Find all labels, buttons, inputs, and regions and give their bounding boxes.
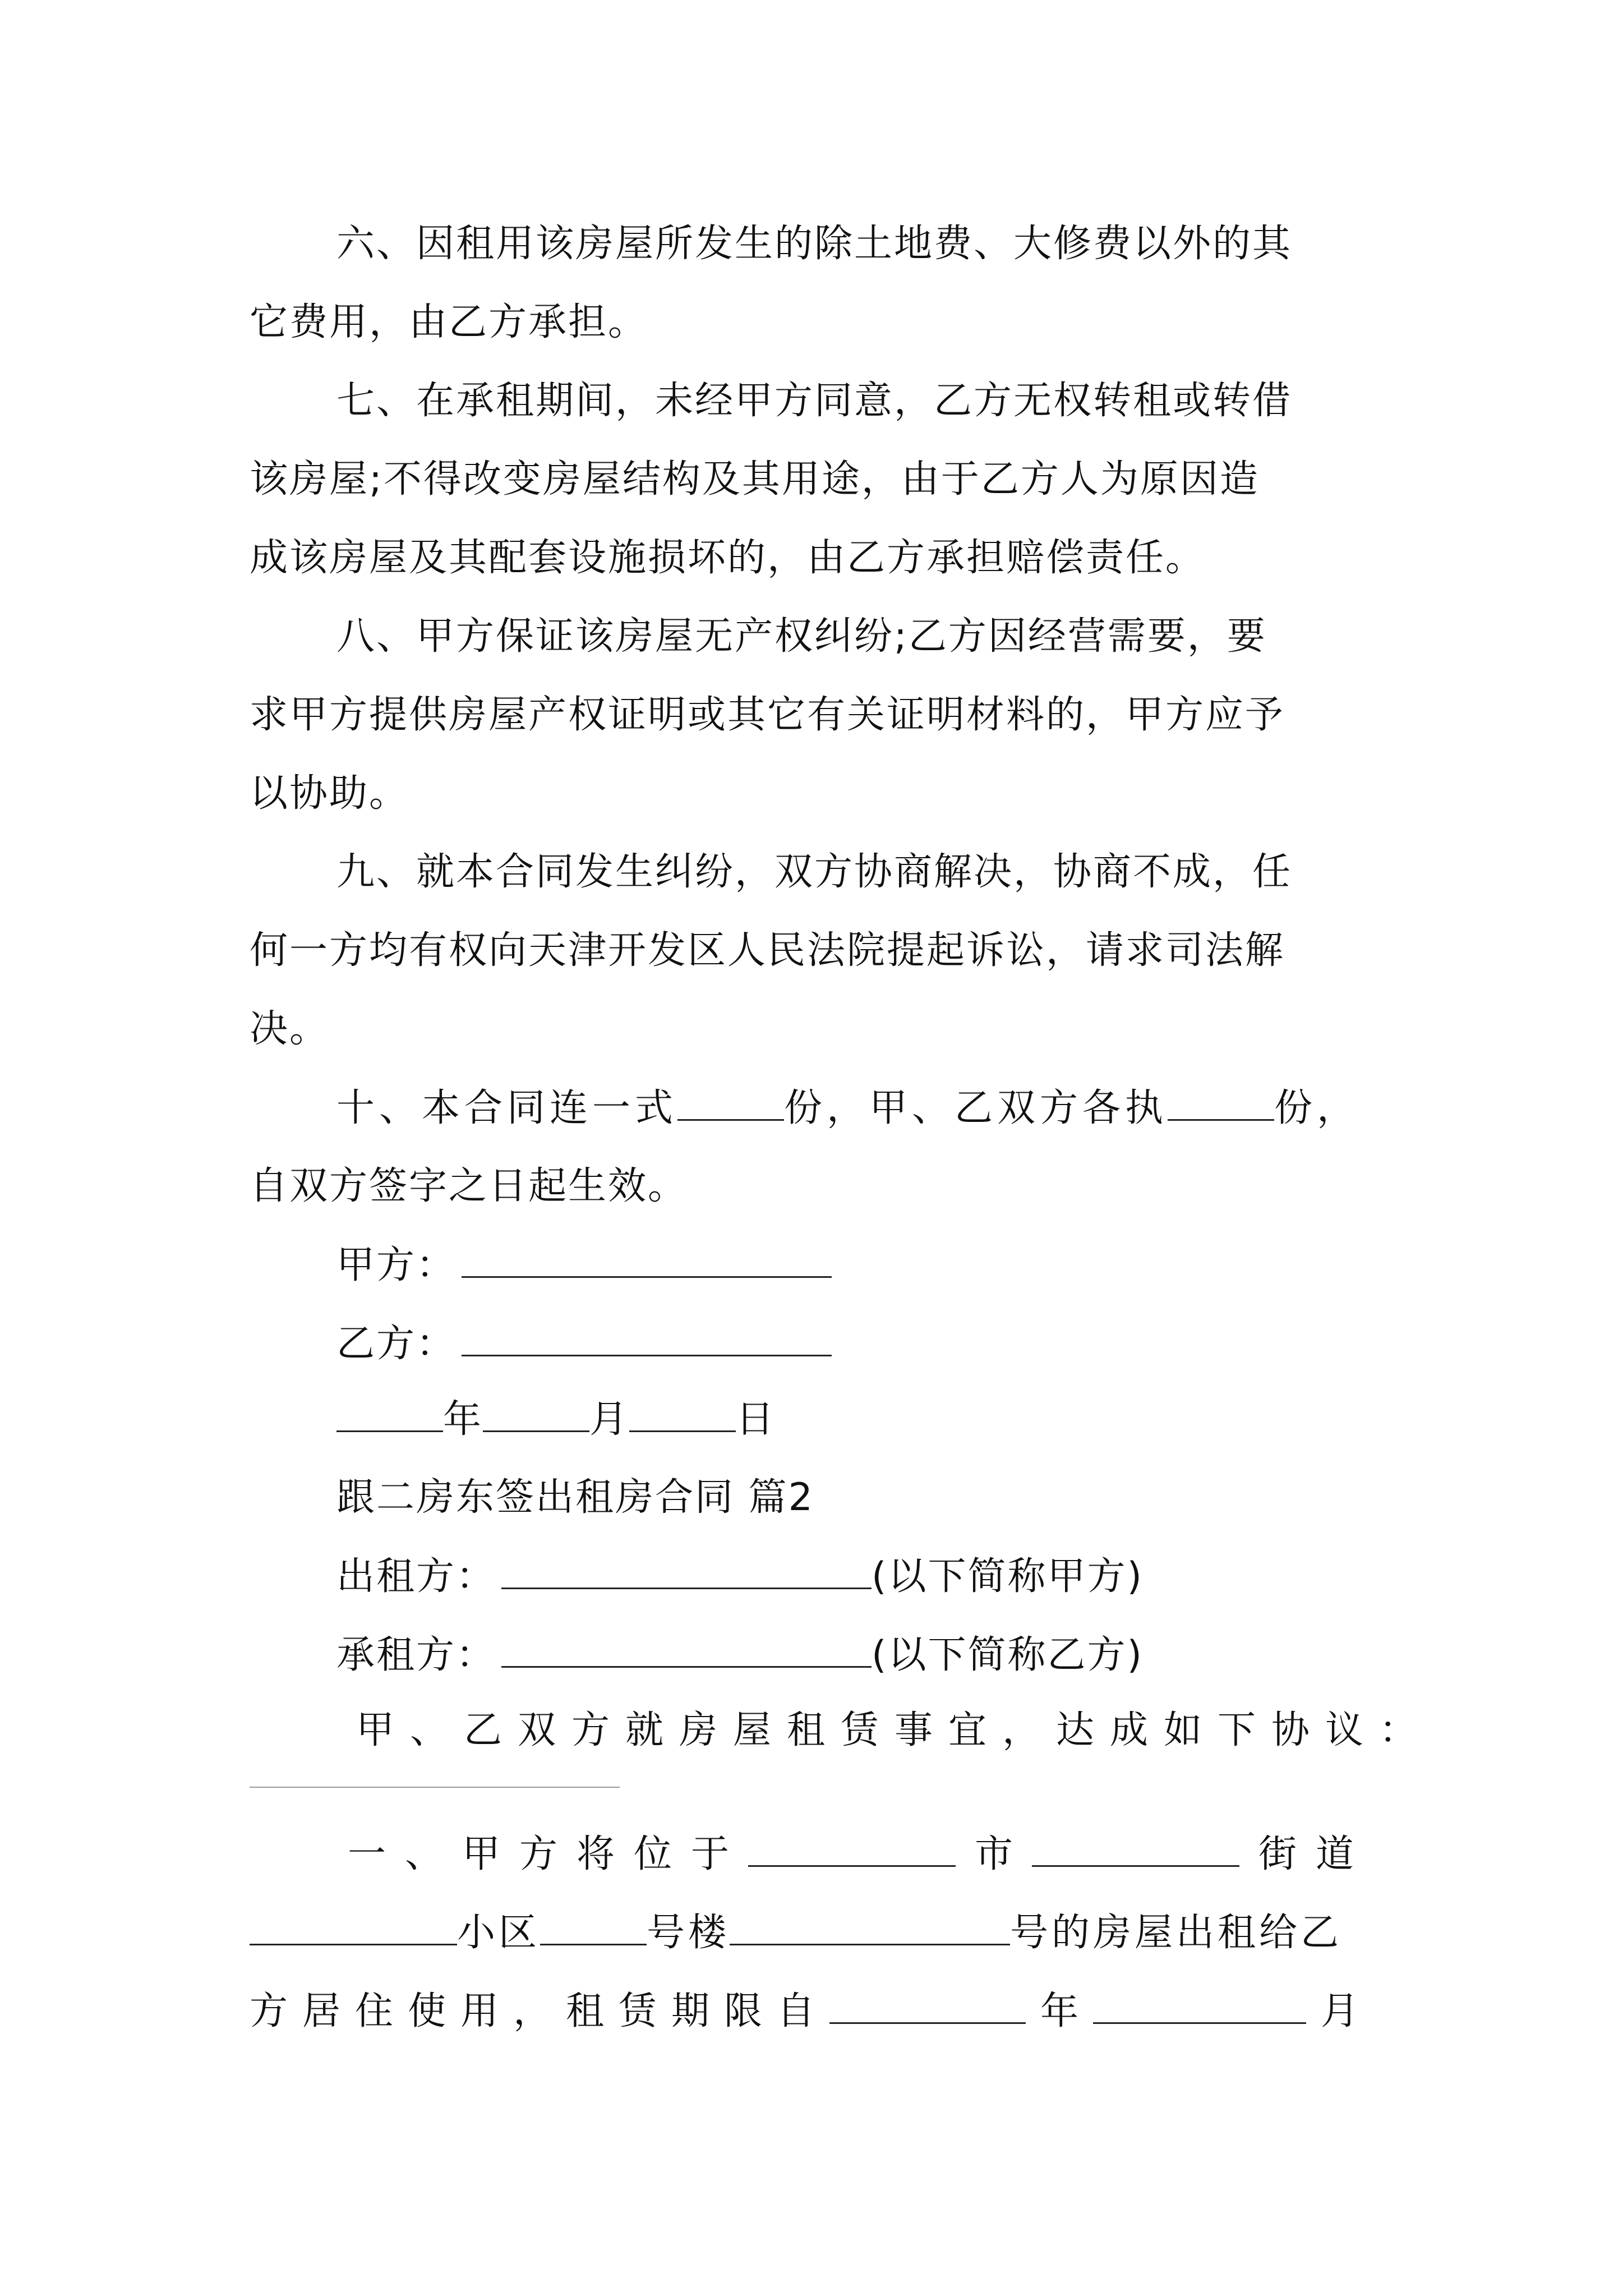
lessee-name-blank[interactable] <box>501 1627 872 1668</box>
house-number-blank[interactable] <box>730 1904 1010 1945</box>
party-a-label: 甲方： <box>336 1243 457 1287</box>
day-label: 日 <box>736 1397 776 1442</box>
city-blank[interactable] <box>748 1826 956 1867</box>
clause-10-text: 份， <box>1274 1086 1360 1130</box>
copies-total-blank[interactable] <box>677 1080 784 1121</box>
community-label: 小区 <box>457 1911 541 1955</box>
clause-10-line <box>336 1080 1475 1136</box>
month-blank[interactable] <box>483 1391 589 1432</box>
clause-10-text: 份，甲、乙双方各执 <box>784 1086 1168 1130</box>
lease-month-label: 月 <box>1321 1989 1374 2033</box>
year-blank[interactable] <box>336 1391 443 1432</box>
lessee-label: 承租方： <box>336 1633 496 1677</box>
party-b-label: 乙方： <box>336 1322 457 1366</box>
building-blank[interactable] <box>540 1904 647 1945</box>
paragraph-line: 七、在承租期间，未经甲方同意，乙方无权转租或转借 <box>336 379 1293 423</box>
party-b-line <box>336 1315 1475 1372</box>
footnote-rule <box>250 1787 620 1788</box>
paragraph-line: 以协助。 <box>250 771 409 816</box>
paragraph-line: 自双方签字之日起生效。 <box>250 1164 688 1208</box>
paragraph-line: 何一方均有权向天津开发区人民法院提起诉讼，请求司法解 <box>250 928 1285 973</box>
clause-1-line-1 <box>348 1826 1486 1882</box>
clause-1-text: 一、甲方将位于 <box>348 1832 749 1876</box>
copies-each-blank[interactable] <box>1168 1080 1274 1121</box>
lease-start-year-blank[interactable] <box>829 1983 1026 2024</box>
house-label: 号的房屋出租给乙 <box>1010 1911 1343 1955</box>
paragraph-line: 八、甲方保证该房屋无产权纠纷;乙方因经营需要，要 <box>336 614 1267 659</box>
year-label: 年 <box>443 1397 483 1442</box>
street-label: 街道 <box>1258 1832 1373 1876</box>
lessor-line <box>336 1548 1475 1604</box>
paragraph-line: 它费用，由乙方承担。 <box>250 300 648 344</box>
lease-start-month-blank[interactable] <box>1093 1983 1306 2024</box>
street-blank[interactable] <box>1032 1826 1239 1867</box>
paragraph-line: 求甲方提供房屋产权证明或其它有关证明材料的，甲方应予 <box>250 693 1285 737</box>
paragraph-line: 九、就本合同发生纠纷，双方协商解决，协商不成，任 <box>336 850 1293 894</box>
section-heading: 跟二房东签出租房合同 篇2 <box>336 1475 814 1520</box>
party-b-signature-blank[interactable] <box>462 1315 832 1356</box>
agreement-intro: 甲、乙双方就房屋租赁事宜，达成如下协议： <box>356 1708 1433 1752</box>
lessee-line <box>336 1627 1475 1683</box>
date-line <box>336 1391 1475 1447</box>
paragraph-line: 该房屋;不得改变房屋结构及其用途，由于乙方人为原因造 <box>250 457 1260 501</box>
lessor-note: (以下简称甲方) <box>872 1554 1144 1599</box>
paragraph-line: 成该房屋及其配套设施损坏的，由乙方承担赔偿责任。 <box>250 536 1206 580</box>
lessor-name-blank[interactable] <box>501 1548 872 1589</box>
city-label: 市 <box>975 1832 1032 1876</box>
building-label: 号楼 <box>647 1911 730 1955</box>
party-a-signature-blank[interactable] <box>462 1237 832 1278</box>
clause-1-line-3 <box>250 1983 1388 2039</box>
lease-year-label: 年 <box>1040 1989 1094 2033</box>
party-a-line <box>336 1237 1475 1293</box>
clause-10-text: 十、本合同连一式 <box>336 1086 678 1130</box>
month-label: 月 <box>589 1397 630 1442</box>
day-blank[interactable] <box>629 1391 736 1432</box>
lessee-note: (以下简称乙方) <box>872 1633 1144 1677</box>
paragraph-line: 六、因租用该房屋所发生的除土地费、大修费以外的其 <box>336 222 1293 266</box>
community-blank[interactable] <box>250 1904 457 1945</box>
lessor-label: 出租方： <box>336 1554 496 1599</box>
clause-1-text: 方居住使用，租赁期限自 <box>250 1989 830 2033</box>
paragraph-line: 决。 <box>250 1007 330 1051</box>
clause-1-line-2 <box>250 1904 1388 1961</box>
